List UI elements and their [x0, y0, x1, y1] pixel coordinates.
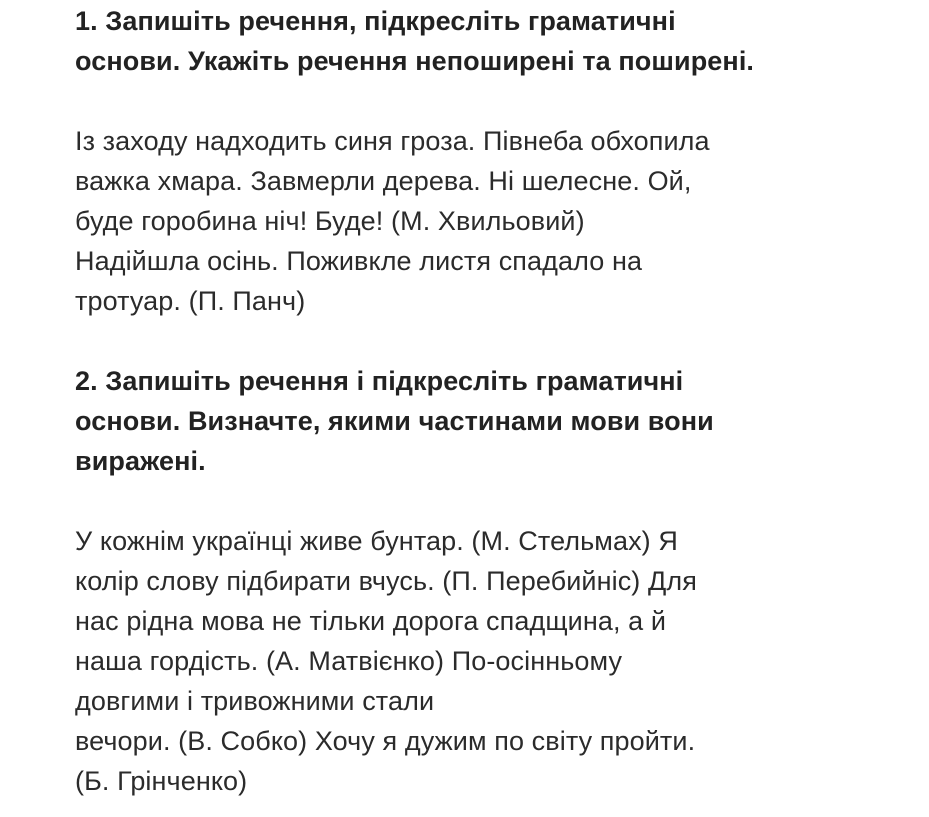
task-1-heading	[75, 1, 895, 81]
task-2-text	[75, 521, 895, 801]
text-line: У кожнім українці живе бунтар. (М. Стельмах) Я	[75, 526, 678, 556]
document-body	[75, 0, 895, 801]
heading-line: основи. Визначте, якими частинами мови вони	[75, 406, 714, 436]
text-line: (Б. Грінченко)	[75, 766, 248, 796]
text-line: довгими і тривожними стали	[75, 686, 435, 716]
text-line: нас рідна мова не тільки дорога спадщина, а й	[75, 606, 667, 636]
text-line: тротуар. (П. Панч)	[75, 286, 306, 316]
text-line: вечори. (В. Собко) Хочу я дужим по світу пройти.	[75, 726, 696, 756]
task-2-heading	[75, 361, 895, 481]
heading-line: основи. Укажіть речення непоширені та поширені.	[75, 46, 755, 76]
text-line: важка хмара. Завмерли дерева. Ні шелесне. Ой,	[75, 166, 692, 196]
heading-line: виражені.	[75, 446, 206, 476]
spacer	[75, 321, 895, 361]
spacer	[75, 481, 895, 521]
text-line: Надійшла осінь. Поживкле листя спадало на	[75, 246, 643, 276]
text-line: буде горобина ніч! Буде! (М. Хвильовий)	[75, 206, 585, 236]
heading-line: 2. Запишіть речення і підкресліть граматичні	[75, 366, 684, 396]
text-line: Із заходу надходить синя гроза. Півнеба обхопила	[75, 126, 710, 156]
text-line: наша гордість. (А. Матвієнко) По-осінньому	[75, 646, 623, 676]
heading-line: 1. Запишіть речення, підкресліть граматичні	[75, 6, 676, 36]
text-line: колір слову підбирати вчусь. (П. Перебийніс) Для	[75, 566, 697, 596]
spacer	[75, 81, 895, 121]
task-1-text	[75, 121, 895, 321]
